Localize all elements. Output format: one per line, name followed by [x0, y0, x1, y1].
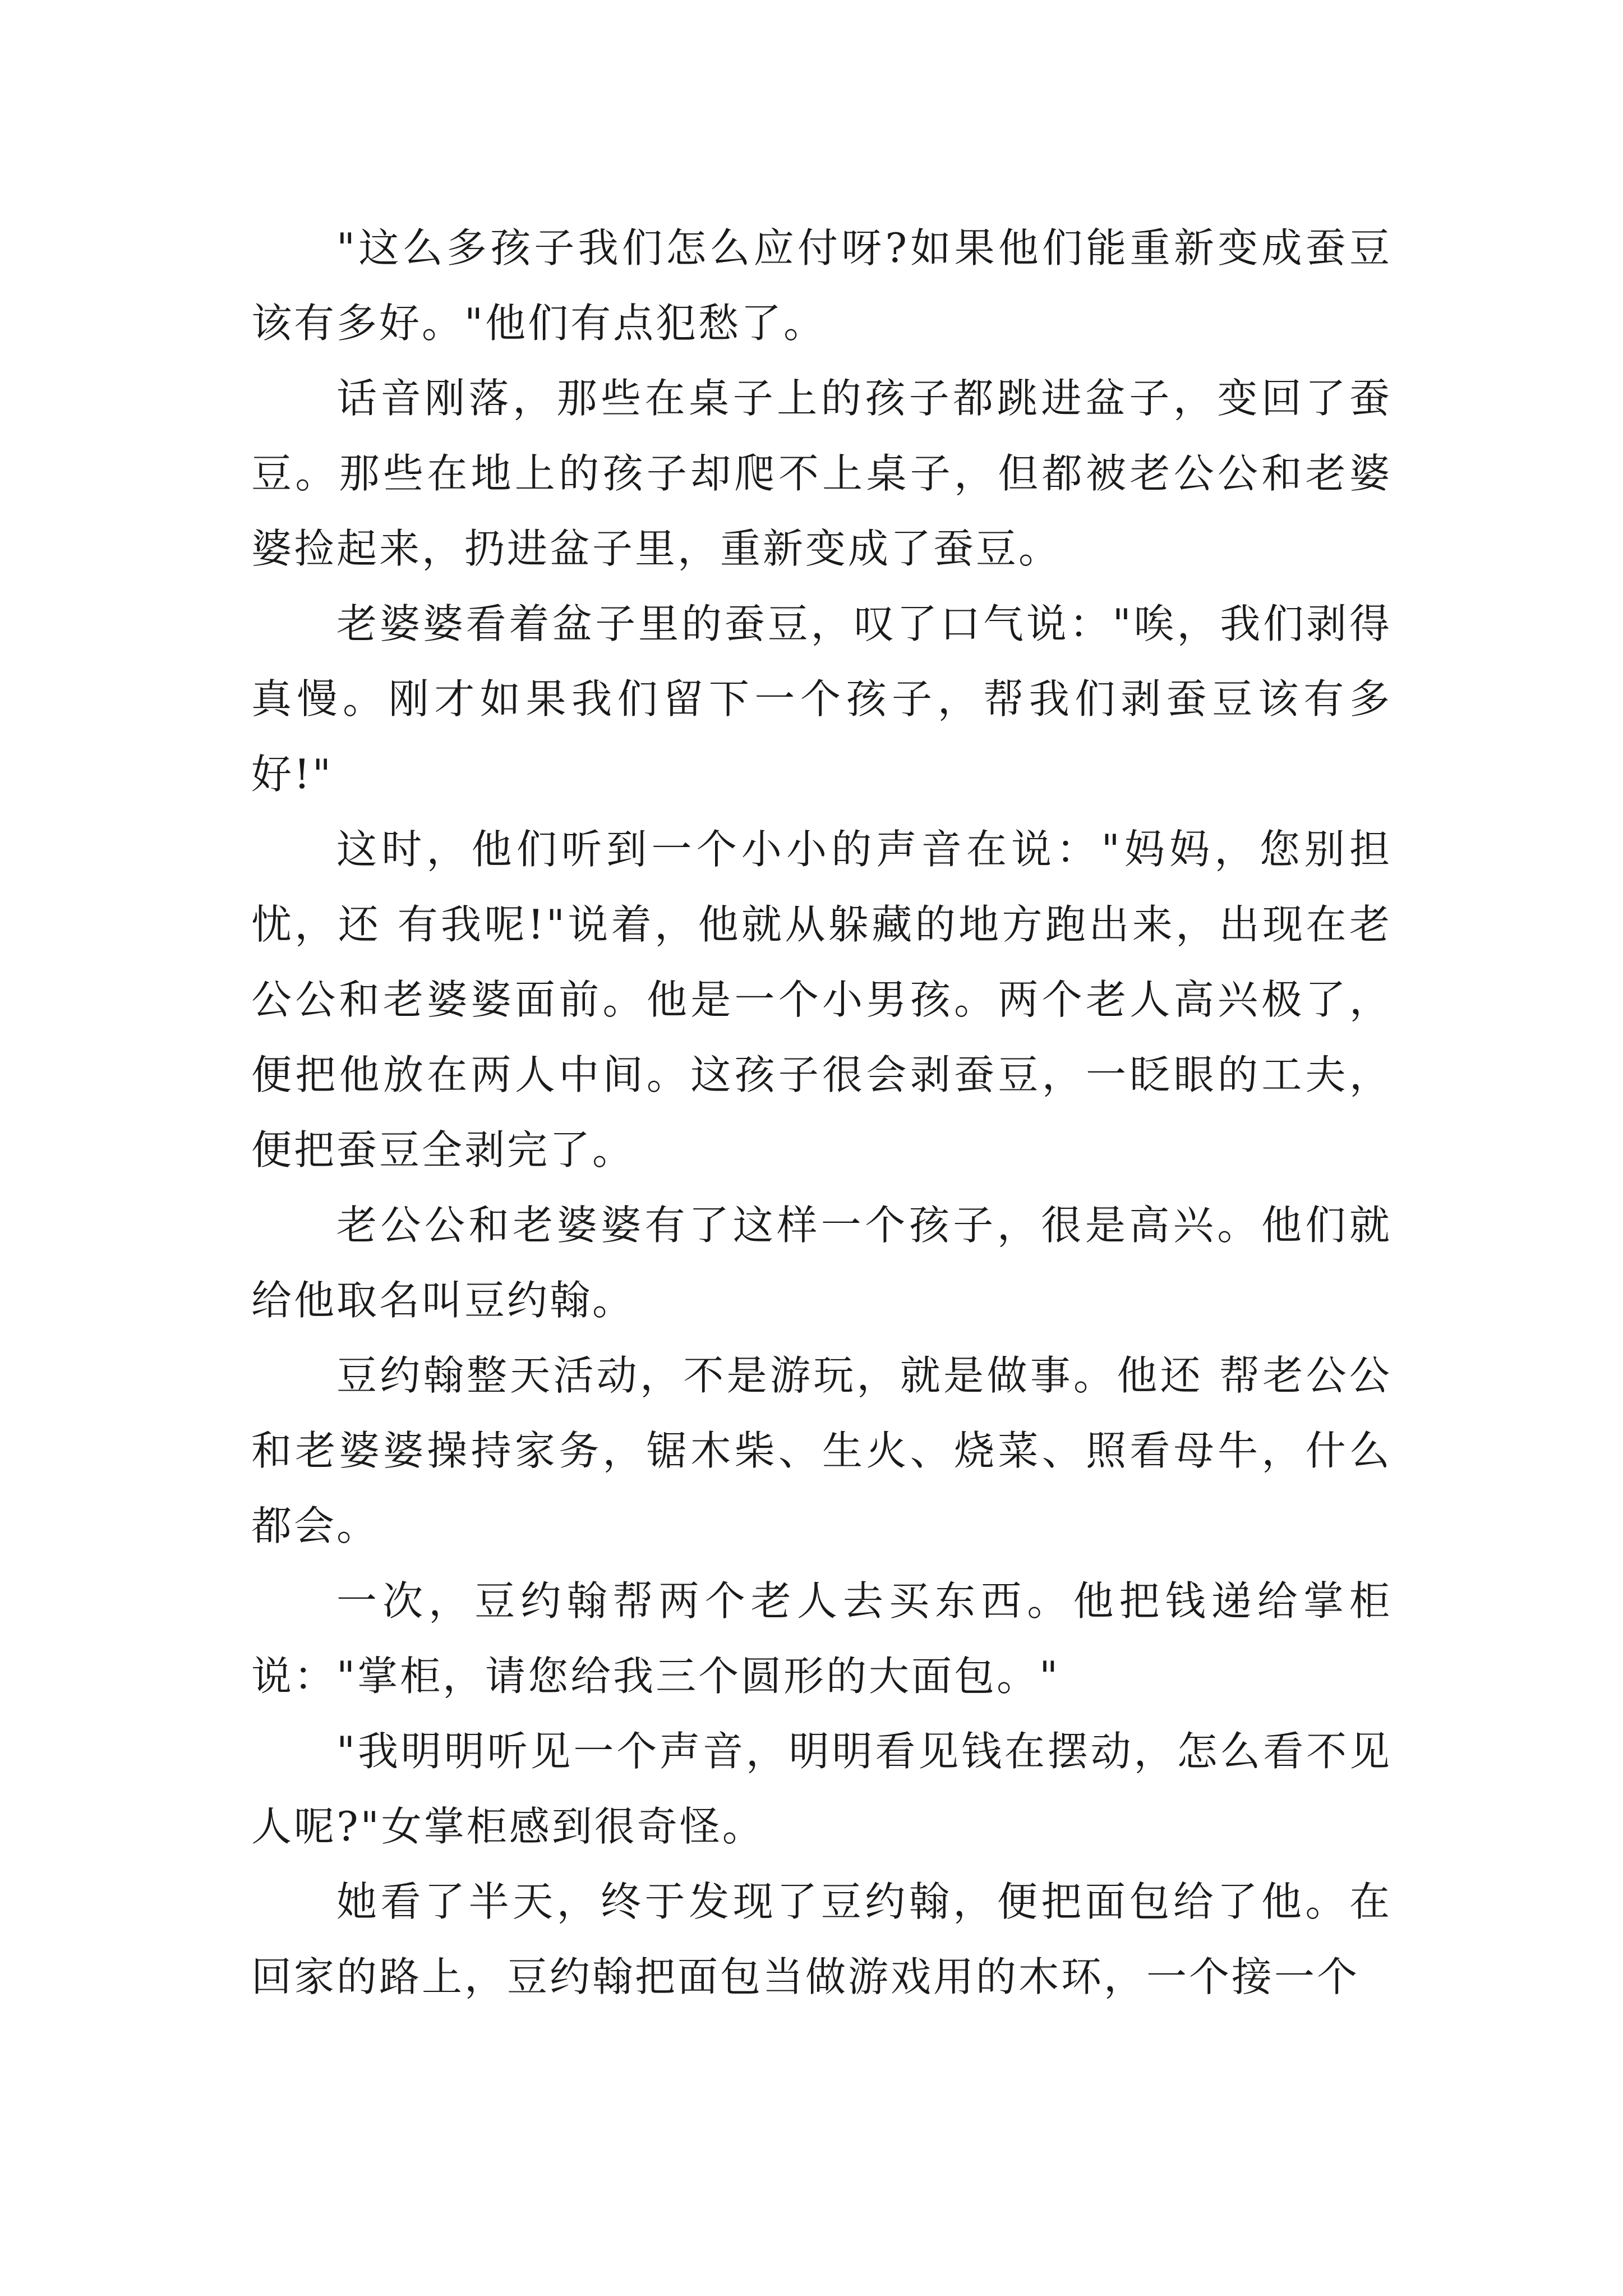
paragraph-4: 这时，他们听到一个小小的声音在说："妈妈，您别担忧，还 有我呢!"说着，他就从躲藏的地方跑出来，出现在老公公和老婆婆面前。他是一个小男孩。两个老人高兴极了，便把他放在两人中间。这孩子很会剥蚕豆，一眨眼的工夫，便把蚕豆全剥完了。: [251, 826, 1392, 1174]
story-text: [251, 210, 1392, 2014]
paragraph-9: 她看了半天，终于发现了豆约翰，便把面包给了他。在回家的路上，豆约翰把面包当做游戏用的木环，一个接一个: [251, 1878, 1392, 2000]
paragraph-5: 老公公和老婆婆有了这样一个孩子，很是高兴。他们就给他取名叫豆约翰。: [251, 1202, 1392, 1324]
paragraph-1: "这么多孩子我们怎么应付呀?如果他们能重新变成蚕豆该有多好。"他们有点犯愁了。: [251, 224, 1392, 347]
paragraph-3: 老婆婆看着盆子里的蚕豆，叹了口气说："唉，我们剥得真慢。刚才如果我们留下一个孩子，帮我们剥蚕豆该有多好!": [251, 600, 1392, 798]
paragraph-2: 话音刚落，那些在桌子上的孩子都跳进盆子，变回了蚕豆。那些在地上的孩子却爬不上桌子，但都被老公公和老婆婆捡起来，扔进盆子里，重新变成了蚕豆。: [251, 375, 1392, 572]
paragraph-8: "我明明听见一个声音，明明看见钱在摆动，怎么看不见人呢?"女掌柜感到很奇怪。: [251, 1728, 1392, 1850]
paragraph-7: 一次，豆约翰帮两个老人去买东西。他把钱递给掌柜说："掌柜，请您给我三个圆形的大面包。": [251, 1577, 1392, 1700]
paragraph-6: 豆约翰整天活动，不是游玩，就是做事。他还 帮老公公和老婆婆操持家务，锯木柴、生火、烧菜、照看母牛，什么都会。: [251, 1352, 1392, 1549]
